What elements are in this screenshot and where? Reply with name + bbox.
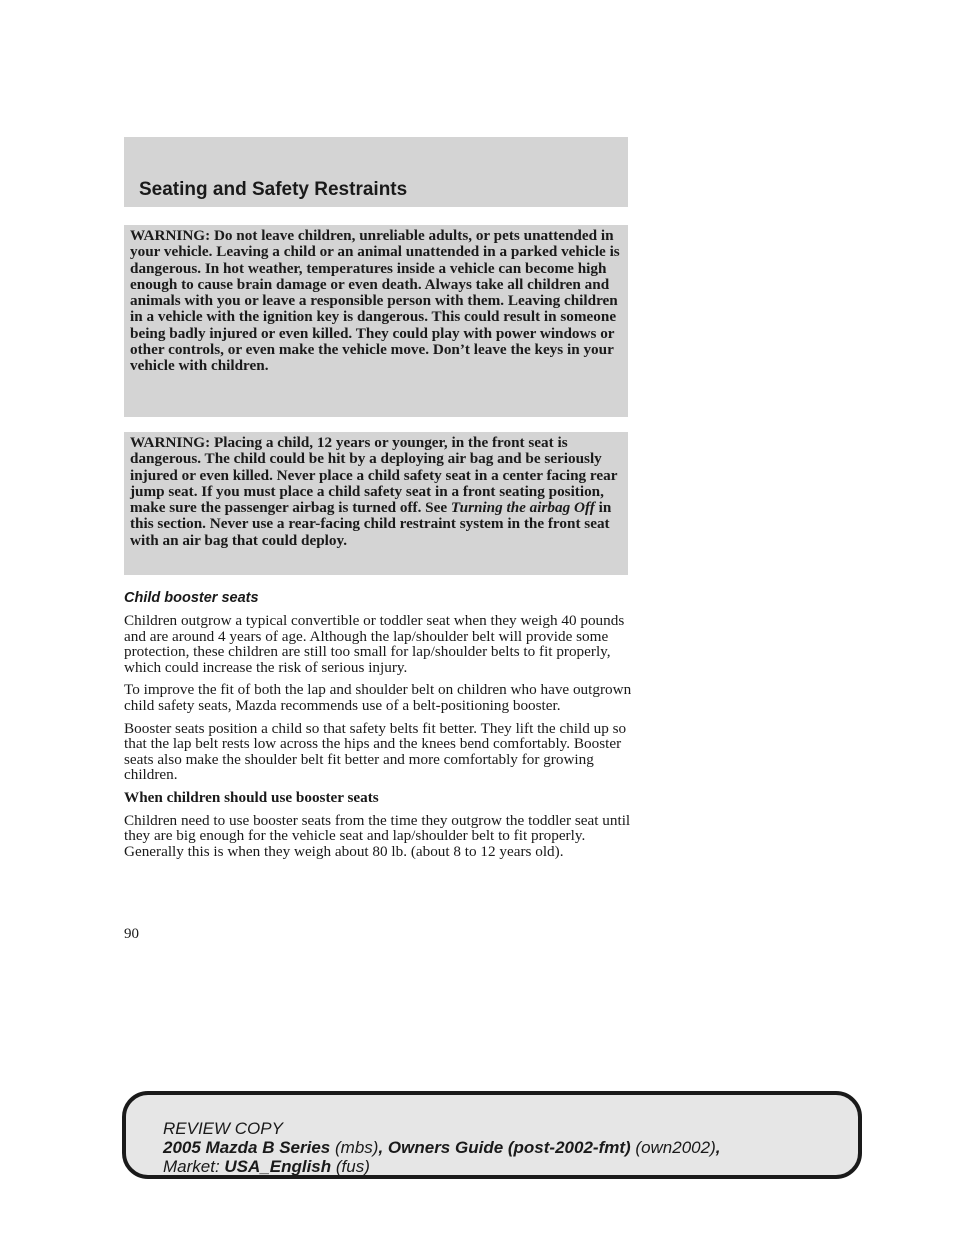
warning-box-front-seat xyxy=(124,432,628,575)
main-content xyxy=(124,589,634,866)
market-label: Market: xyxy=(163,1157,225,1176)
booster-use-heading: When children should use booster seats xyxy=(124,788,379,806)
body-paragraph: Children need to use booster seats from the time they outgrow the toddler seat until they are big enough for the vehicle seat and lap/shoulder belt to fit properly. Generally this is when they weigh about 80 lb. (about 8 to 12 years old). xyxy=(124,811,631,860)
review-copy-footer xyxy=(122,1091,862,1179)
vehicle-model: 2005 Mazda B Series xyxy=(163,1138,331,1157)
body-paragraph: Booster seats position a child so that safety belts fit better. They lift the child up so that the lap belt rests low across the hips and the knees bend comfortably. Booster seats also make the shoulder belt fit better and more comfortably for growing children. xyxy=(124,719,627,784)
warning-text-after: in this section. Never use a rear-facing child restraint system in the front seat with an air bag that could deploy. xyxy=(130,499,612,549)
separator: , xyxy=(715,1138,721,1157)
market-value: USA_English xyxy=(224,1157,332,1176)
body-paragraph: To improve the fit of both the lap and shoulder belt on children who have outgrown child safety seats, Mazda recommends use of a belt-positioning booster. xyxy=(124,681,632,714)
warning-box-unattended xyxy=(124,225,628,417)
model-code: (mbs) xyxy=(335,1138,379,1157)
market-line xyxy=(163,1157,858,1176)
body-paragraph: Children outgrow a typical convertible or toddler seat when they weigh 40 pounds and are around 4 years of age. Although the lap/shoulder belt will provide some protection, these children are still too small for lap/shoulder belts to fit properly, which could increase the risk of serious injury. xyxy=(124,612,625,676)
warning-text-before: WARNING: Placing a child, 12 years or younger, in the front seat is dangerous. The child could be hit by a deploying air bag and be seriously injured or even killed. Never place a child safety seat in a center facing rear jump seat. If you must place a child safety seat in a front seating position, make sure the passenger airbag is turned off. See xyxy=(130,434,618,517)
separator: , xyxy=(378,1138,388,1157)
document-info-line xyxy=(163,1138,858,1157)
warning-reference-link: Turning the airbag Off xyxy=(450,499,595,517)
section-header-band xyxy=(124,137,628,207)
page-number: 90 xyxy=(124,926,139,942)
section-title: Seating and Safety Restraints xyxy=(139,179,408,200)
guide-code: (own2002) xyxy=(635,1138,716,1157)
review-copy-label: REVIEW COPY xyxy=(163,1119,283,1138)
market-code: (fus) xyxy=(335,1157,370,1176)
warning-text xyxy=(130,435,622,549)
child-booster-heading: Child booster seats xyxy=(124,590,259,606)
warning-text: WARNING: Do not leave children, unreliable adults, or pets unattended in your vehicle. Leaving a child or an animal unattended in a parked vehicle is dangerous. In hot weather, temperatures inside a vehicle can become high enough to cause brain damage or even death. Always take all children and animals with you or leave a responsible person with them. Leaving children in a vehicle with the ignition key is dangerous. This could result in someone being badly injured or even killed. They could play with power windows or other controls, or even make the vehicle move. Don’t leave the keys in your vehicle with children. xyxy=(130,227,620,375)
guide-name: Owners Guide (post-2002-fmt) xyxy=(387,1138,631,1157)
